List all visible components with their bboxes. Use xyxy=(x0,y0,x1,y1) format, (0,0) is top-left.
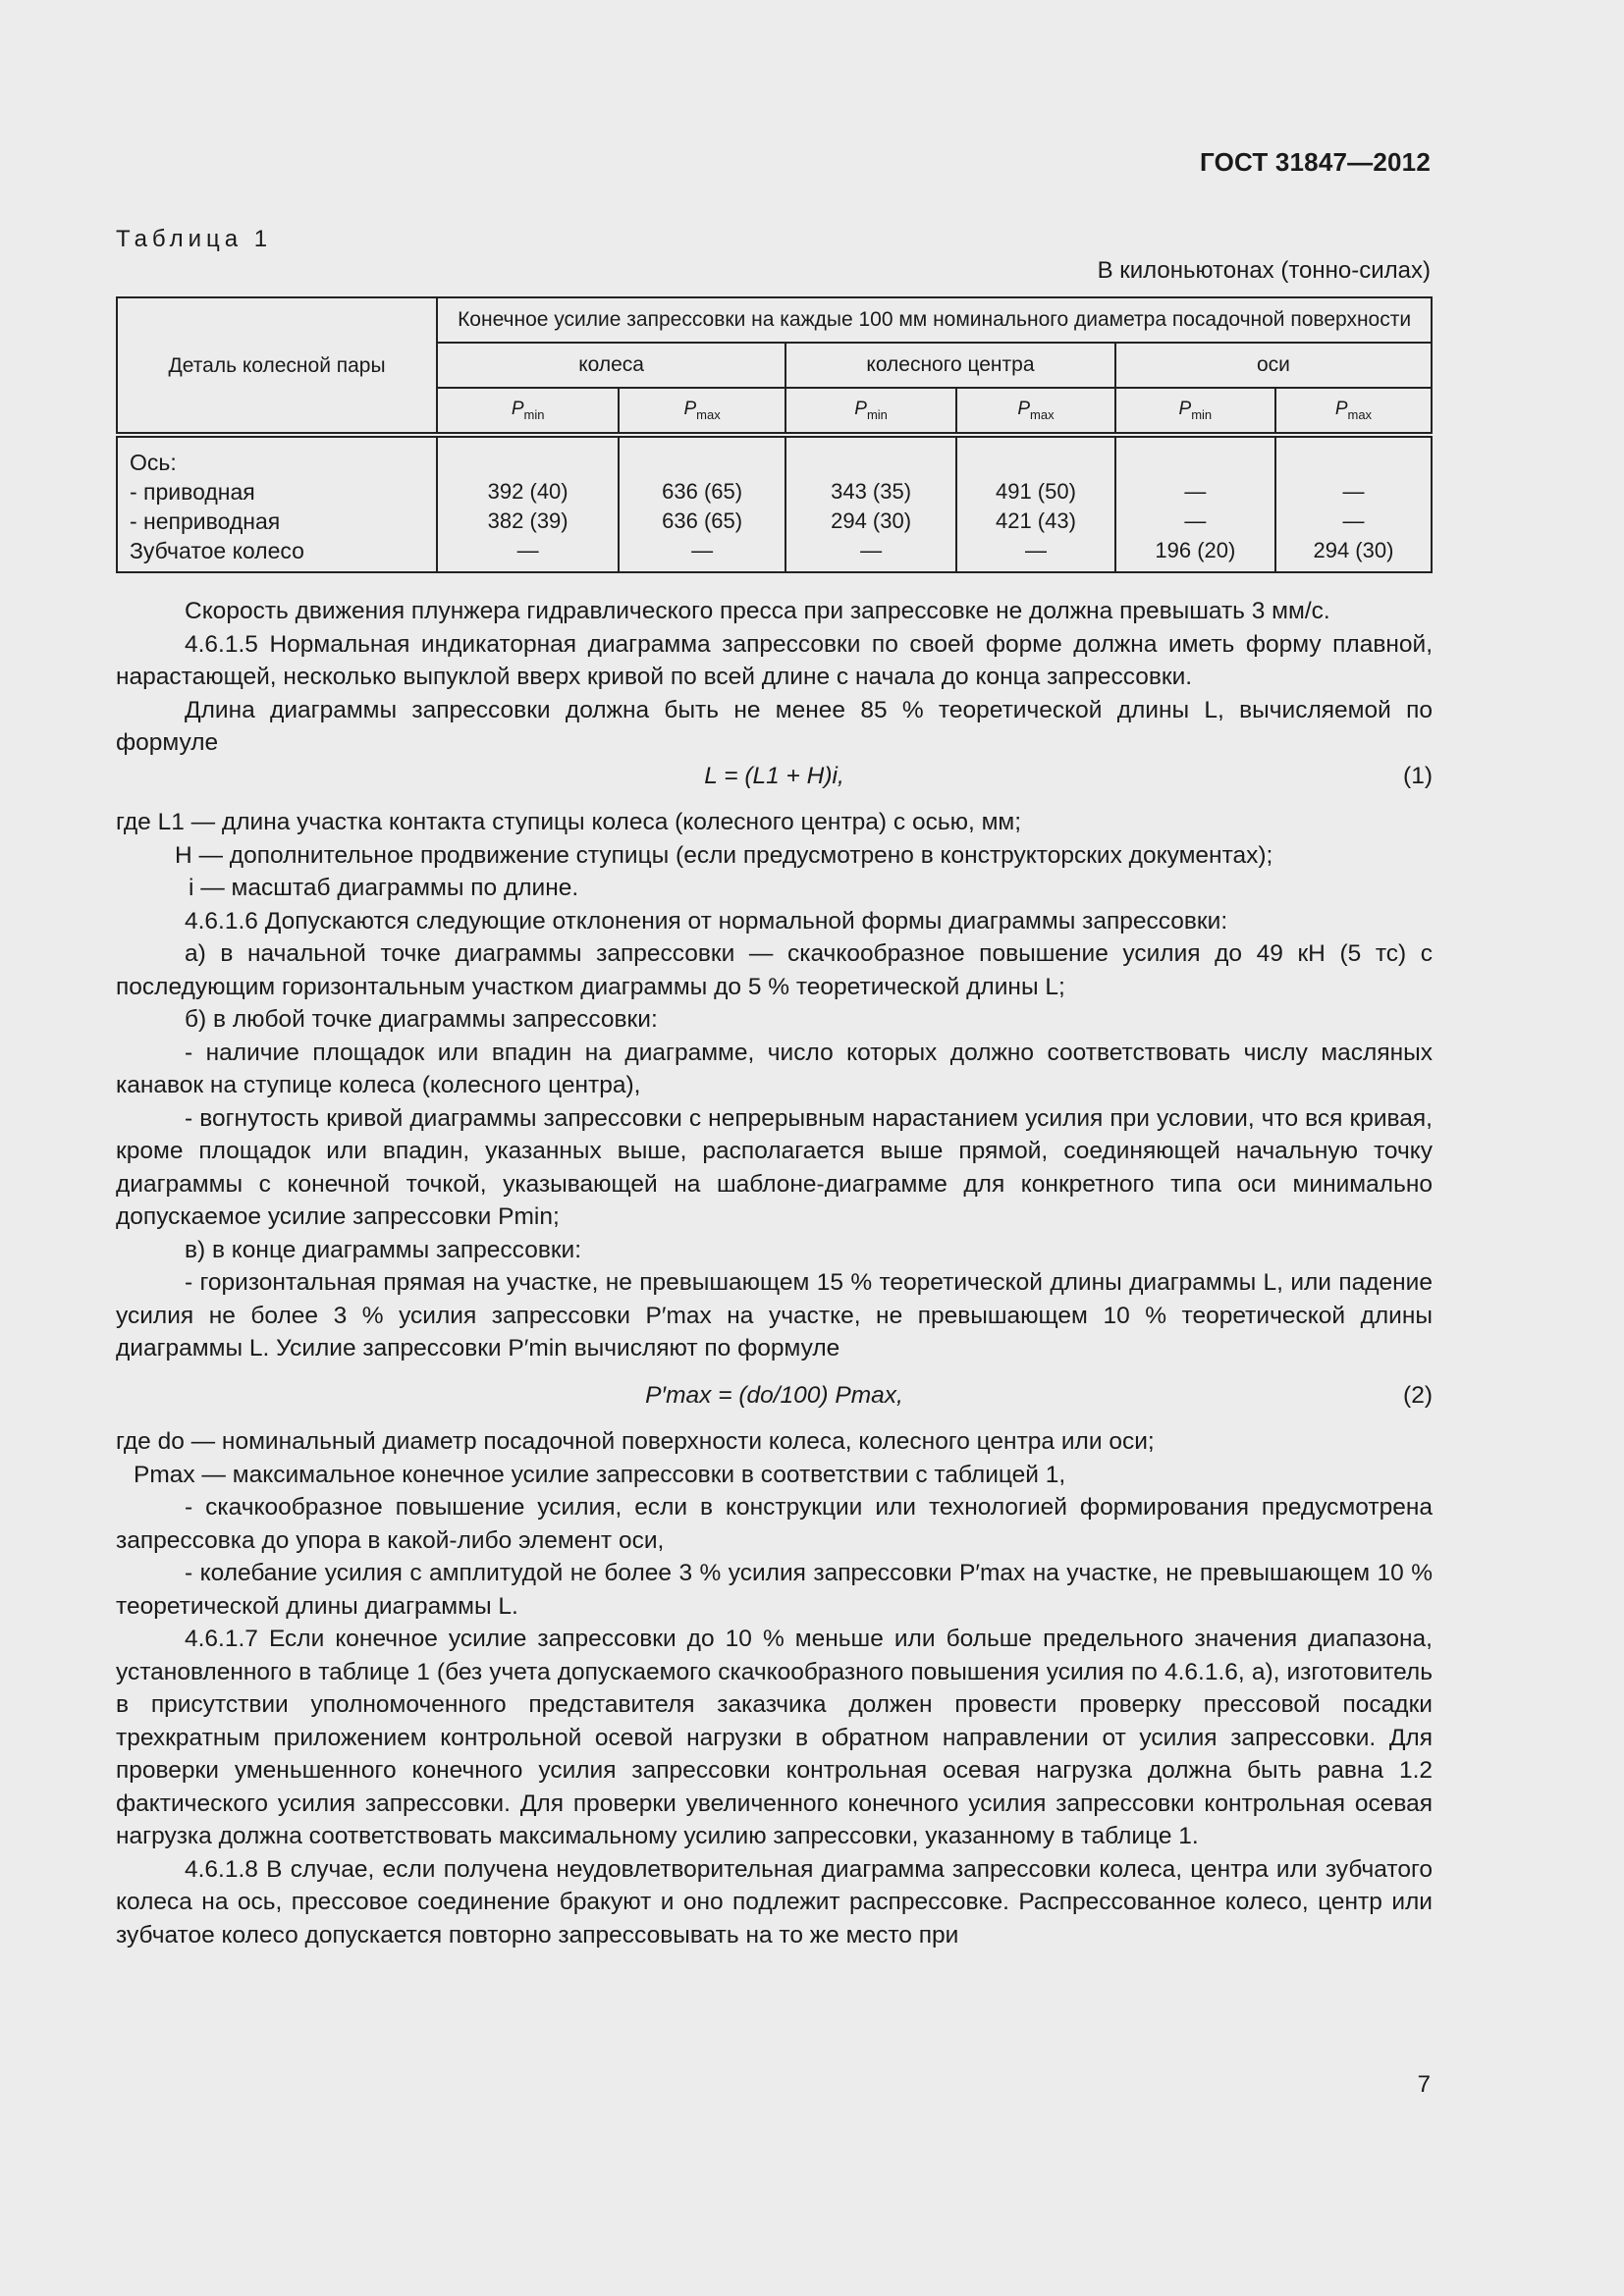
paragraph: 4.6.1.8 В случае, если получена неудовлетворительная диаграмма запрессовки колеса, центра или зубчатого колеса на ось, прессовое соединение бракуют и оно подлежит распрессовке. Распрессованное колесо, центр или зубчатое колесо допускается повторно запрессовывать на то же место при xyxy=(116,1855,1433,1949)
table-units: В килоньютонах (тонно-силах) xyxy=(1097,257,1431,284)
table-caption: Таблица 1 xyxy=(116,226,273,252)
paragraph: - колебание усилия с амплитудой не более 3 % усилия запрессовки P′max на участке, не превышающем 10 % теоретической длины диаграммы L. xyxy=(116,1560,1433,1620)
header-pmax: $P_{max}$ xyxy=(956,388,1115,435)
paragraph: Длина диаграммы запрессовки должна быть не менее 85 % теоретической длины L, вычисляемой по формуле xyxy=(116,696,1433,756)
force-table xyxy=(116,296,1433,573)
paragraph: Скорость движения плунжера гидравлического пресса при запрессовке не должна превышать 3 мм/с. xyxy=(185,598,1330,624)
formula-number: (1) xyxy=(1403,762,1433,789)
legend-item: i — масштаб диаграммы по длине. xyxy=(189,875,579,901)
legend-item: где L1 — длина участка контакта ступицы колеса (колесного центра) с осью, мм; xyxy=(116,809,1022,835)
header-part: Деталь колесной пары xyxy=(117,297,437,435)
formula-2: P′max = (do/100) Pmax, (2) xyxy=(116,1379,1433,1413)
header-pmax: $P_{max}$ xyxy=(619,388,785,435)
header-pmin: $P_{min}$ xyxy=(437,388,619,435)
paragraph: - горизонтальная прямая на участке, не превышающем 15 % теоретической длины диаграммы L, или падение усилия не более 3 % усилия запрессовки P′max на участке, не превышающем 10 % теоретической длины диаграммы L. Усилие запрессовки P′min вычисляют по формуле xyxy=(116,1269,1433,1362)
paragraph: 4.6.1.5 Нормальная индикаторная диаграмма запрессовки по своей форме должна иметь форму плавной, нарастающей, несколько выпуклой вверх кривой по всей длине с начала до конца запрессовки. xyxy=(116,630,1433,690)
document-id: ГОСТ 31847—2012 xyxy=(1200,147,1431,177)
paragraph: а) в начальной точке диаграммы запрессовки — скачкообразное повышение усилия до 49 кН (5 тс) с последующим горизонтальным участком диаграммы до 5 % теоретической длины L; xyxy=(116,940,1433,1000)
paragraph: 4.6.1.6 Допускаются следующие отклонения от нормальной формы диаграммы запрессовки: xyxy=(185,907,1228,934)
page-number: 7 xyxy=(1417,2071,1431,2098)
header-pmin: $P_{min}$ xyxy=(785,388,956,435)
paragraph: 4.6.1.7 Если конечное усилие запрессовки до 10 % меньше или больше предельного значения диапазона, установленного в таблице 1 (без учета допускаемого скачкообразного повышения усилия по 4.6.1.6, а), изготовитель в присутствии уполномоченного представителя заказчика должен провести проверку прессовой посадки трехкратным приложением контрольной осевой нагрузки в обратном направлении от усилия запрессовки. Для проверки уменьшенного конечного усилия запрессовки контрольная осевая нагрузка должна быть равна 1.2 фактического усилия запрессовки. Для проверки увеличенного конечного усилия запрессовки контрольная осевая нагрузка должна соответствовать максимальному усилию запрессовки, указанному в таблице 1. xyxy=(116,1626,1433,1849)
body-text xyxy=(116,595,1433,1951)
paragraph: б) в любой точке диаграммы запрессовки: xyxy=(185,1006,658,1033)
col-wheel-pmin: 392 (40) 382 (39) — xyxy=(437,435,619,572)
formula-number: (2) xyxy=(1403,1381,1433,1409)
group-wheel: колеса xyxy=(437,343,785,388)
group-wheel-center: колесного центра xyxy=(785,343,1115,388)
header-pmin: $P_{min}$ xyxy=(1115,388,1275,435)
legend-item: Pmax — максимальное конечное усилие запрессовки в соответствии с таблицей 1, xyxy=(134,1461,1066,1488)
paragraph: - скачкообразное повышение усилия, если в конструкции или технологией формирования предусмотрена запрессовка до упора в какой-либо элемент оси, xyxy=(116,1494,1433,1554)
group-axle: оси xyxy=(1115,343,1432,388)
header-pmax: $P_{max}$ xyxy=(1275,388,1432,435)
formula-1: L = (L1 + H)i, (1) xyxy=(116,760,1433,793)
row-labels: Ось: - приводная - неприводная Зубчатое колесо xyxy=(117,435,437,572)
legend-item: H — дополнительное продвижение ступицы (если предусмотрено в конструкторских документах); xyxy=(175,841,1273,869)
paragraph: - наличие площадок или впадин на диаграмме, число которых должно соответствовать числу масляных канавок на ступице колеса (колесного центра), xyxy=(116,1039,1433,1098)
paragraph: в) в конце диаграммы запрессовки: xyxy=(185,1236,582,1263)
legend-item: где do — номинальный диаметр посадочной поверхности колеса, колесного центра или оси; xyxy=(116,1428,1155,1455)
col-axle-pmax: — — 294 (30) xyxy=(1275,435,1432,572)
header-main: Конечное усилие запрессовки на каждые 100 мм номинального диаметра посадочной поверхности xyxy=(437,297,1432,343)
col-wheel-pmax: 636 (65) 636 (65) — xyxy=(619,435,785,572)
col-center-pmax: 491 (50) 421 (43) — xyxy=(956,435,1115,572)
col-axle-pmin: — — 196 (20) xyxy=(1115,435,1275,572)
col-center-pmin: 343 (35) 294 (30) — xyxy=(785,435,956,572)
paragraph: - вогнутость кривой диаграммы запрессовки с непрерывным нарастанием усилия при условии, что вся кривая, кроме площадок или впадин, указанных выше, располагается выше прямой, соединяющей начальную точку диаграммы с конечной точкой, указывающей на шаблоне-диаграмме для конкретного типа оси минимально допускаемое усилие запрессовки Pmin; xyxy=(116,1104,1433,1230)
